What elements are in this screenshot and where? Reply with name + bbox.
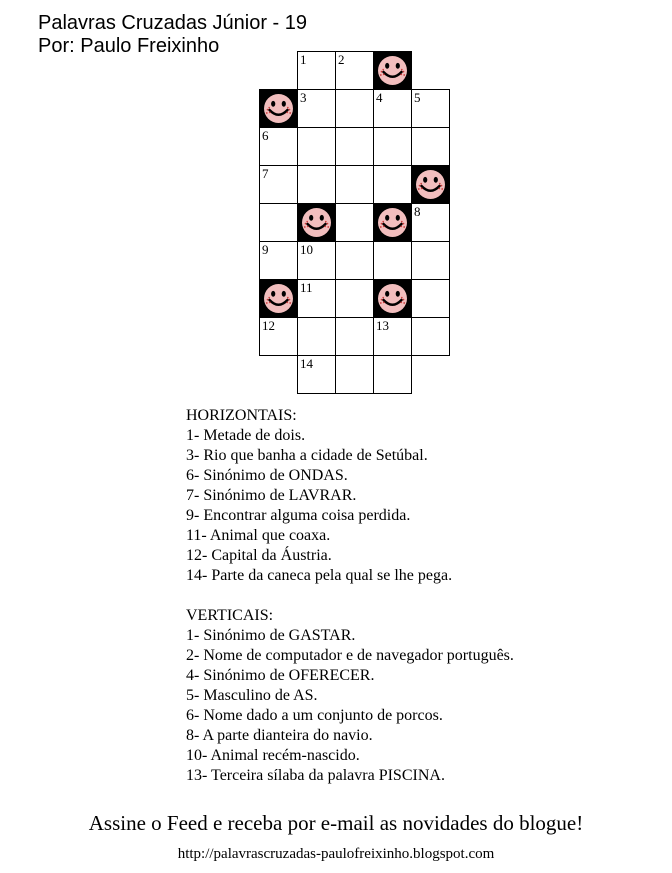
- smiley-cell: [259, 89, 298, 128]
- smiley-cell: [297, 203, 336, 242]
- horizontal-clue: 3- Rio que banha a cidade de Setúbal.: [186, 447, 428, 464]
- smiley-face-icon: [412, 166, 449, 203]
- vertical-clue: 13- Terceira sílaba da palavra PISCINA.: [186, 767, 445, 784]
- grid-cell-white[interactable]: [259, 127, 298, 166]
- horizontal-clue: 1- Metade de dois.: [186, 427, 306, 444]
- smiley-cell: [259, 279, 298, 318]
- horizontal-clue: 9- Encontrar alguma coisa perdida.: [186, 507, 411, 524]
- grid-cell-white[interactable]: [411, 203, 450, 242]
- grid-cell-white[interactable]: [259, 241, 298, 280]
- horizontal-clue: 11- Animal que coaxa.: [186, 527, 331, 544]
- cell-number: 2: [338, 52, 345, 67]
- smiley-cell: [373, 51, 412, 90]
- cell-number: 10: [300, 242, 313, 257]
- cell-number: 6: [262, 128, 269, 143]
- vertical-clue: 6- Nome dado a um conjunto de porcos.: [186, 707, 443, 724]
- grid-cell-white[interactable]: [259, 165, 298, 204]
- blog-url[interactable]: http://palavrascruzadas-paulofreixinho.blogspot.com: [177, 846, 495, 862]
- grid-cell-white[interactable]: [411, 279, 450, 318]
- cell-number: 9: [262, 242, 269, 257]
- cell-number: 11: [300, 280, 313, 295]
- grid-cell-white[interactable]: [373, 127, 412, 166]
- horizontais-heading: HORIZONTAIS:: [186, 407, 297, 424]
- grid-cell-white[interactable]: [411, 317, 450, 356]
- cell-number: 8: [414, 204, 421, 219]
- cell-number: 4: [376, 90, 383, 105]
- grid-cell-white[interactable]: [373, 355, 412, 394]
- crossword-grid: [259, 51, 450, 394]
- clues-block: [186, 406, 514, 786]
- grid-cell-white[interactable]: [335, 165, 374, 204]
- grid-cell-white[interactable]: [297, 317, 336, 356]
- grid-cell-white[interactable]: [335, 355, 374, 394]
- smiley-cell: [373, 279, 412, 318]
- smiley-face-icon: [260, 90, 297, 127]
- grid-cell-white[interactable]: [297, 89, 336, 128]
- vertical-clue: 1- Sinónimo de GASTAR.: [186, 627, 356, 644]
- grid-cell-white[interactable]: [335, 317, 374, 356]
- smiley-face-icon: [374, 280, 411, 317]
- grid-cell-white[interactable]: [335, 241, 374, 280]
- grid-cell-white[interactable]: [373, 165, 412, 204]
- cell-number: 1: [300, 52, 307, 67]
- vertical-clue: 2- Nome de computador e de navegador português.: [186, 647, 514, 664]
- smiley-face-icon: [374, 204, 411, 241]
- grid-cell-white[interactable]: [373, 241, 412, 280]
- grid-cell-white[interactable]: [411, 241, 450, 280]
- grid-cell-white[interactable]: [297, 355, 336, 394]
- horizontais-section: [186, 406, 514, 586]
- grid-cell-white[interactable]: [259, 203, 298, 242]
- smiley-face-icon: [374, 52, 411, 89]
- grid-cell-white[interactable]: [297, 279, 336, 318]
- grid-cell-white[interactable]: [373, 89, 412, 128]
- grid-cell-white[interactable]: [411, 89, 450, 128]
- grid-cell-white[interactable]: [373, 317, 412, 356]
- verticais-section: [186, 606, 514, 786]
- smiley-face-icon: [260, 280, 297, 317]
- grid-cell-white[interactable]: [411, 127, 450, 166]
- cell-number: 7: [262, 166, 269, 181]
- vertical-clue: 4- Sinónimo de OFERECER.: [186, 667, 375, 684]
- cell-number: 14: [300, 356, 313, 371]
- smiley-face-icon: [298, 204, 335, 241]
- vertical-clue: 5- Masculino de AS.: [186, 687, 318, 704]
- grid-cell-white[interactable]: [335, 51, 374, 90]
- verticais-list: [186, 626, 514, 786]
- horizontais-list: [186, 426, 514, 586]
- vertical-clue: 10- Animal recém-nascido.: [186, 747, 360, 764]
- cell-number: 13: [376, 318, 389, 333]
- horizontal-clue: 12- Capital da Áustria.: [186, 547, 332, 564]
- smiley-cell: [411, 165, 450, 204]
- grid-cell-white[interactable]: [297, 127, 336, 166]
- cell-number: 3: [300, 90, 307, 105]
- grid-cell-white[interactable]: [335, 127, 374, 166]
- grid-cell-white[interactable]: [297, 241, 336, 280]
- horizontal-clue: 6- Sinónimo de ONDAS.: [186, 467, 348, 484]
- horizontal-clue: 7- Sinónimo de LAVRAR.: [186, 487, 357, 504]
- vertical-clue: 8- A parte dianteira do navio.: [186, 727, 373, 744]
- horizontal-clue: 14- Parte da caneca pela qual se lhe pega.: [186, 567, 453, 584]
- grid-cell-white[interactable]: [335, 203, 374, 242]
- title-line-2: Por: Paulo Freixinho: [38, 35, 220, 57]
- title-line-1: Palavras Cruzadas Júnior - 19: [38, 12, 308, 34]
- grid-cell-white[interactable]: [297, 165, 336, 204]
- verticais-heading: VERTICAIS:: [186, 607, 274, 624]
- feed-subscribe-text: Assine o Feed e receba por e-mail as novidades do blogue!: [88, 811, 584, 835]
- grid-cell-white[interactable]: [259, 317, 298, 356]
- grid-cell-white[interactable]: [297, 51, 336, 90]
- cell-number: 5: [414, 90, 421, 105]
- smiley-cell: [373, 203, 412, 242]
- grid-cell-white[interactable]: [335, 279, 374, 318]
- grid-cell-white[interactable]: [335, 89, 374, 128]
- cell-number: 12: [262, 318, 275, 333]
